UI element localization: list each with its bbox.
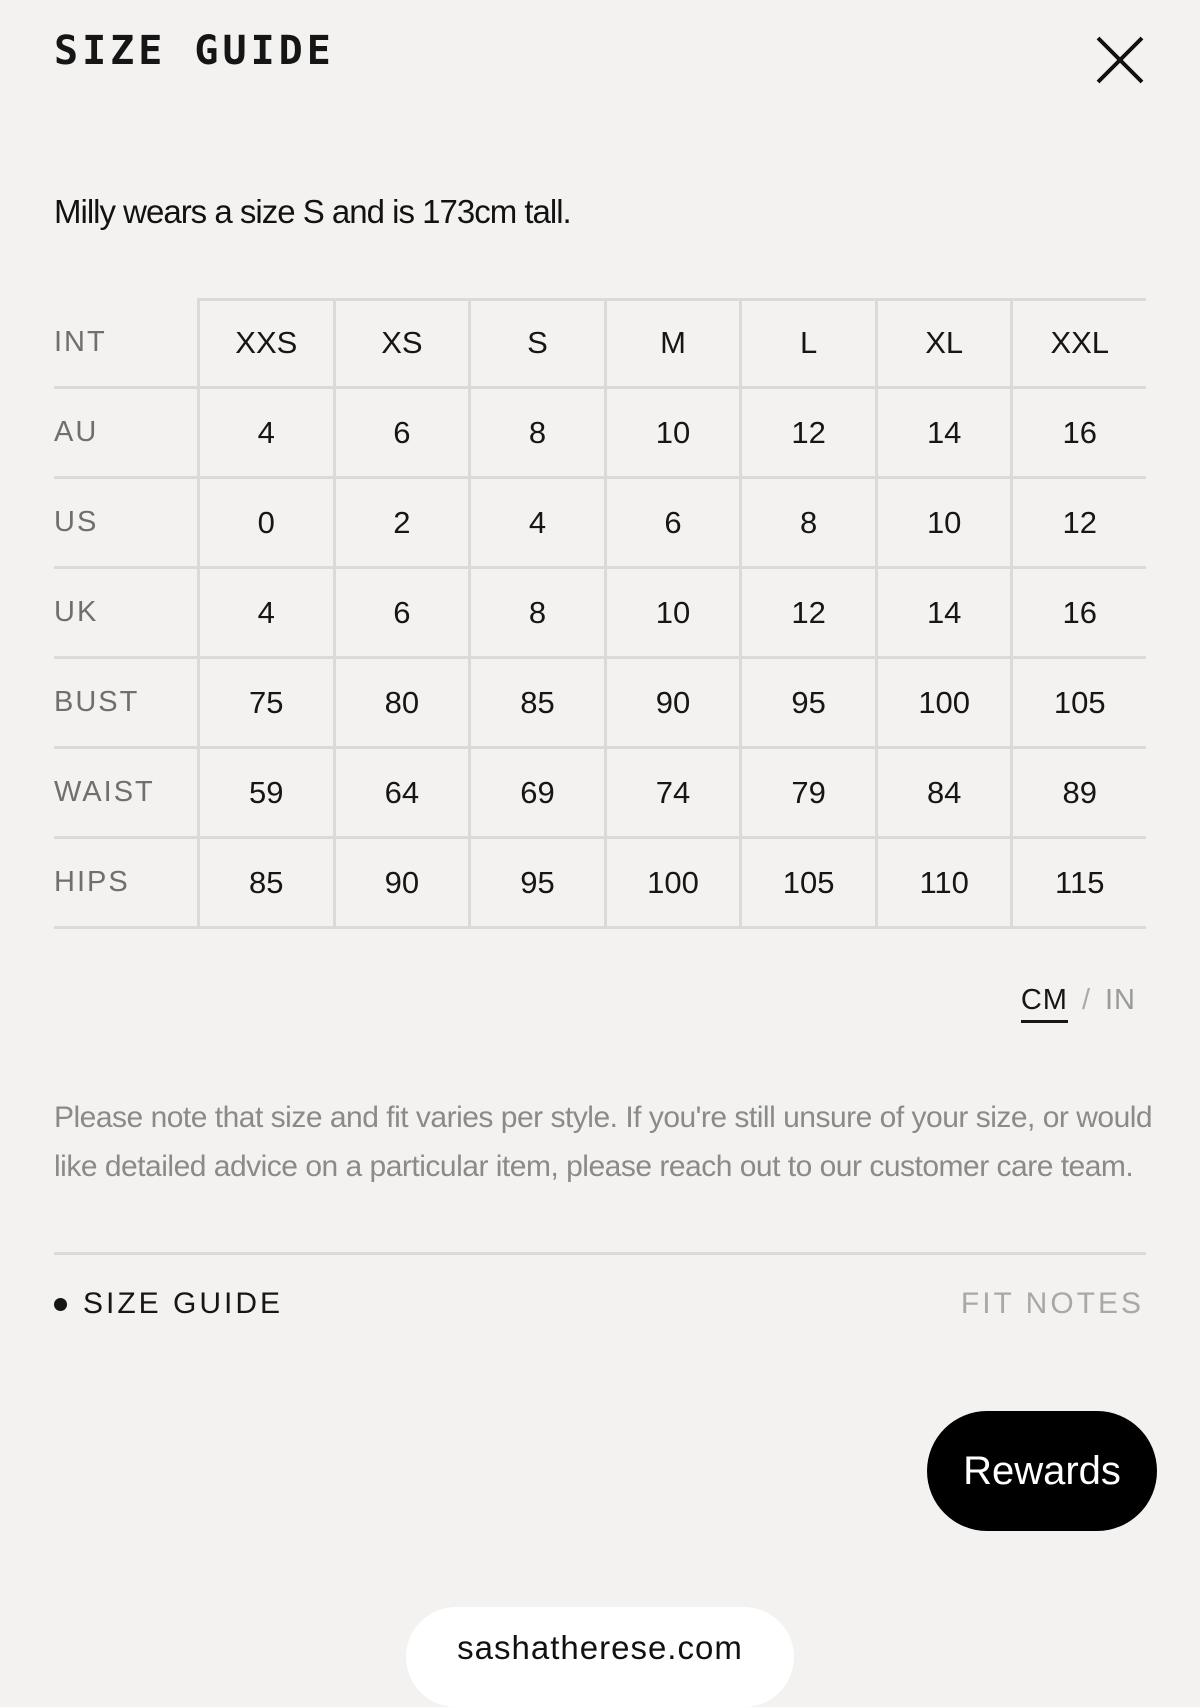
table-cell: 12: [739, 569, 875, 656]
fit-note-text: Please note that size and fit varies per style. If you're still unsure of your size, or would like detailed advice on a particular item, please reach out to our customer care team.: [54, 1101, 1153, 1183]
table-cell: 6: [333, 569, 469, 656]
close-button[interactable]: [1092, 32, 1148, 88]
table-cell: 6: [333, 389, 469, 476]
table-cell: 64: [333, 749, 469, 836]
table-cell: 14: [875, 569, 1011, 656]
table-cell: 105: [1010, 659, 1146, 746]
table-row: [54, 839, 1146, 929]
table-cell: 10: [604, 389, 740, 476]
table-cell: 2: [333, 479, 469, 566]
close-icon: [1092, 32, 1148, 88]
table-cell: 8: [739, 479, 875, 566]
table-cell: 89: [1010, 749, 1146, 836]
table-cell: 12: [739, 389, 875, 476]
table-cell: 10: [604, 569, 740, 656]
row-label-int: INT: [54, 326, 107, 358]
tab-fit-notes[interactable]: FIT NOTES: [960, 1287, 1144, 1320]
table-cell: 90: [604, 659, 740, 746]
row-label-hips: HIPS: [54, 866, 130, 898]
browser-url-pill[interactable]: sashatherese.com: [406, 1607, 794, 1707]
table-cell: 100: [875, 659, 1011, 746]
table-cell: 95: [739, 659, 875, 746]
size-table: [54, 299, 1146, 929]
table-cell: 105: [739, 839, 875, 926]
table-row: [54, 749, 1146, 839]
section-divider: [54, 1252, 1146, 1255]
column-header: XXS: [197, 299, 333, 386]
table-cell: 84: [875, 749, 1011, 836]
table-cell: 10: [875, 479, 1011, 566]
table-cell: 14: [875, 389, 1011, 476]
table-row: [54, 479, 1146, 569]
model-size-info: Milly wears a size S and is 173cm tall.: [54, 193, 571, 230]
table-cell: 16: [1010, 569, 1146, 656]
table-cell: 16: [1010, 389, 1146, 476]
column-header: XL: [875, 299, 1011, 386]
column-header: S: [468, 299, 604, 386]
table-cell: 69: [468, 749, 604, 836]
table-row: [54, 389, 1146, 479]
table-cell: 8: [468, 389, 604, 476]
table-cell: 6: [604, 479, 740, 566]
table-row: [54, 659, 1146, 749]
column-header: M: [604, 299, 740, 386]
column-header: XS: [333, 299, 469, 386]
rewards-button[interactable]: Rewards: [927, 1411, 1157, 1531]
table-cell: 80: [333, 659, 469, 746]
table-cell: 74: [604, 749, 740, 836]
table-header-row: [54, 299, 1146, 389]
tab-size-guide-label: SIZE GUIDE: [83, 1287, 284, 1320]
table-cell: 100: [604, 839, 740, 926]
table-cell: 115: [1010, 839, 1146, 926]
unit-cm-option[interactable]: CM: [1021, 984, 1068, 1023]
unit-separator: /: [1081, 984, 1091, 1016]
unit-toggle: [1021, 984, 1136, 1023]
row-label-bust: BUST: [54, 686, 140, 718]
table-cell: 110: [875, 839, 1011, 926]
table-cell: 4: [197, 569, 333, 656]
page-title: SIZE GUIDE: [54, 28, 335, 74]
table-cell: 0: [197, 479, 333, 566]
table-cell: 95: [468, 839, 604, 926]
row-label-waist: WAIST: [54, 776, 155, 808]
table-cell: 12: [1010, 479, 1146, 566]
row-label-au: AU: [54, 416, 99, 448]
table-cell: 4: [468, 479, 604, 566]
table-cell: 75: [197, 659, 333, 746]
unit-in-option[interactable]: IN: [1105, 984, 1136, 1016]
table-cell: 85: [197, 839, 333, 926]
row-label-us: US: [54, 506, 99, 538]
row-label-uk: UK: [54, 596, 99, 628]
table-row: [54, 569, 1146, 659]
table-cell: 59: [197, 749, 333, 836]
column-header: XXL: [1010, 299, 1146, 386]
table-cell: 79: [739, 749, 875, 836]
table-cell: 8: [468, 569, 604, 656]
tab-size-guide[interactable]: [54, 1287, 283, 1321]
table-cell: 90: [333, 839, 469, 926]
table-cell: 85: [468, 659, 604, 746]
table-cell: 4: [197, 389, 333, 476]
active-tab-dot-icon: [54, 1298, 67, 1311]
column-header: L: [739, 299, 875, 386]
